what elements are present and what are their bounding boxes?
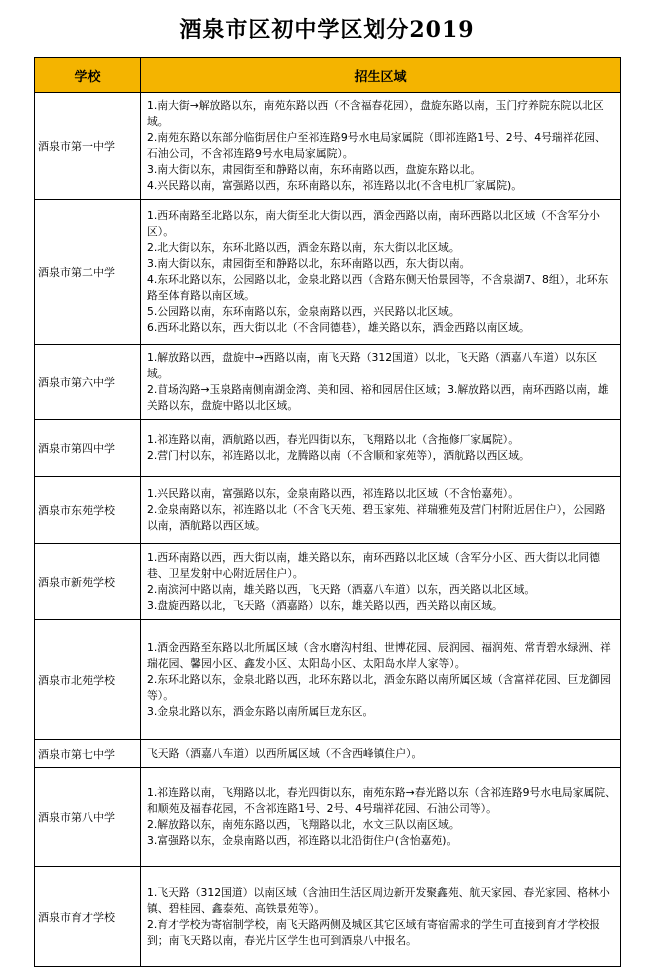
table-row xyxy=(35,544,621,620)
area-line: 1.酒金西路至东路以北所属区域（含水磨沟村组、世博花园、辰润园、福润苑、常青碧水绿洲、祥瑞花园、馨园小区、鑫发小区、太阳岛小区、太阳岛水岸人家等）。 xyxy=(147,640,611,670)
area-line: 2.南苑东路以东部分临街居住户至祁连路9号水电局家属院（即祁连路1号、2号、4号瑞祥花园、石油公司，不含祁连路9号水电局家属院）。 xyxy=(147,131,606,160)
table-row xyxy=(35,620,621,740)
enrollment-area xyxy=(141,477,621,544)
area-line: 1.解放路以西，盘旋中→西路以南，南飞天路（312国道）以北，飞天路（酒嘉八车道）以东区域。 xyxy=(147,351,598,380)
area-line: 6.西环北路以东，西大街以北（不含同德巷），雄关路以东，酒金西路以南区域。 xyxy=(147,321,530,334)
area-line: 1.西环南路以西，西大街以南，雄关路以东，南环西路以北区域（含军分小区、西大街以北同德巷、卫星发射中心附近居住户）。 xyxy=(147,550,600,580)
area-line: 1.祁连路以南，飞翔路以北，春光四街以东，南苑东路→春光路以东（含祁连路9号水电局家属院、和顺苑及福春花园，不含祁连路1号、2号、4号瑞祥花园、石油公司等）。 xyxy=(147,786,616,815)
area-line: 3.金泉北路以东，酒金东路以南所属巨龙东区。 xyxy=(147,704,374,718)
area-line: 2.南滨河中路以南，雄关路以西，飞天路（酒嘉八车道）以东，西关路以北区域。 xyxy=(147,582,536,596)
enrollment-area xyxy=(141,420,621,477)
area-line: 2.营门村以东，祁连路以北，龙腾路以南（不含顺和家苑等），酒航路以西区域。 xyxy=(147,449,530,462)
area-line: 2.东环北路以东，金泉北路以西，北环东路以北，酒金东路以南所属区域（含富祥花园、巨龙御园等）。 xyxy=(147,672,611,702)
school-name: 酒泉市第六中学 xyxy=(35,345,141,420)
enrollment-area xyxy=(141,740,621,768)
school-name: 酒泉市第一中学 xyxy=(35,93,141,200)
enrollment-area xyxy=(141,345,621,420)
area-line: 2.育才学校为寄宿制学校，南飞天路两侧及城区其它区域有寄宿需求的学生可直接到育才学校报到；南飞天路以南，春光片区学生也可到酒泉八中报名。 xyxy=(147,917,600,947)
school-name: 酒泉市第八中学 xyxy=(35,768,141,867)
table-row xyxy=(35,93,621,200)
table-row xyxy=(35,345,621,420)
area-line: 3.富强路以东，金泉南路以西，祁连路以北沿街住户(含怡嘉苑)。 xyxy=(147,834,458,847)
area-line: 1.兴民路以南，富强路以东，金泉南路以西，祁连路以北区域（不含怡嘉苑）。 xyxy=(147,487,519,500)
area-line: 3.南大街以东，肃园街至和静路以南，东环南路以西，盘旋东路以北。 xyxy=(147,163,482,176)
area-line: 1.南大街→解放路以东，南苑东路以西（不含福春花园），盘旋东路以南，玉门疗养院东院以北区域。 xyxy=(147,99,604,128)
enrollment-area xyxy=(141,200,621,345)
table-row xyxy=(35,867,621,967)
table-header-row xyxy=(35,58,621,93)
area-line: 4.兴民路以南，富强路以西，东环南路以东，祁连路以北(不含电机厂家属院)。 xyxy=(147,179,523,192)
district-table xyxy=(34,57,621,967)
area-line: 1.西环南路至北路以东，南大街至北大街以西，酒金西路以南，南环西路以北区域（不含军分小区）。 xyxy=(147,209,600,238)
table-row xyxy=(35,740,621,768)
area-line: 1.祁连路以南，酒航路以西，春光四街以东，飞翔路以北（含拖修厂家属院）。 xyxy=(147,433,519,446)
area-line: 2.金泉南路以东，祁连路以北（不含飞天苑、碧玉家苑、祥瑞雅苑及营门村附近居住户），公园路以南，酒航路以西区域。 xyxy=(147,503,606,532)
school-name: 酒泉市第二中学 xyxy=(35,200,141,345)
table-row xyxy=(35,200,621,345)
table-row xyxy=(35,420,621,477)
school-name: 酒泉市育才学校 xyxy=(35,867,141,967)
enrollment-area xyxy=(141,768,621,867)
school-name: 酒泉市第七中学 xyxy=(35,740,141,768)
area-line: 2.北大街以东，东环北路以西，酒金东路以南，东大街以北区域。 xyxy=(147,241,460,254)
area-line: 3.盘旋西路以北，飞天路（酒嘉路）以东，雄关路以西，西关路以南区域。 xyxy=(147,598,503,612)
area-line: 1.飞天路（312国道）以南区域（含油田生活区周边新开发聚鑫苑、航天家园、春光家园、格林小镇、碧桂园、鑫泰苑、高铁景苑等）。 xyxy=(147,885,610,915)
enrollment-area xyxy=(141,93,621,200)
school-name: 酒泉市新苑学校 xyxy=(35,544,141,620)
enrollment-area xyxy=(141,867,621,967)
area-line: 2.苜场沟路→玉泉路南侧南湖金湾、美和园、裕和园居住区域；3.解放路以西，南环西路以南，雄关路以东，盘旋中路以北区域。 xyxy=(147,383,609,412)
area-line: 2.解放路以东，南苑东路以西，飞翔路以北，水文三队以南区域。 xyxy=(147,818,460,831)
area-line: 5.公园路以南，东环南路以东，金泉南路以西，兴民路以北区域。 xyxy=(147,305,460,318)
header-area: 招生区域 xyxy=(141,58,621,93)
table-body xyxy=(35,93,621,967)
school-name: 酒泉市北苑学校 xyxy=(35,620,141,740)
school-name: 酒泉市第四中学 xyxy=(35,420,141,477)
school-name: 酒泉市东苑学校 xyxy=(35,477,141,544)
table-row xyxy=(35,768,621,867)
enrollment-area xyxy=(141,544,621,620)
header-school: 学校 xyxy=(35,58,141,93)
area-line: 飞天路（酒嘉八车道）以西所属区域（不含西峰镇住户）。 xyxy=(147,746,423,760)
enrollment-area xyxy=(141,620,621,740)
area-line: 4.东环北路以东，公园路以北，金泉北路以西（含路东侧天怡景园等，不含泉湖7、8组），北环东路至体育路以南区域。 xyxy=(147,273,609,302)
page-title: 酒泉市区初中学区划分2019 xyxy=(179,17,475,43)
area-line: 3.南大街以东，肃园街至和静路以北，东环南路以西，东大街以南。 xyxy=(147,257,471,270)
table-row xyxy=(35,477,621,544)
